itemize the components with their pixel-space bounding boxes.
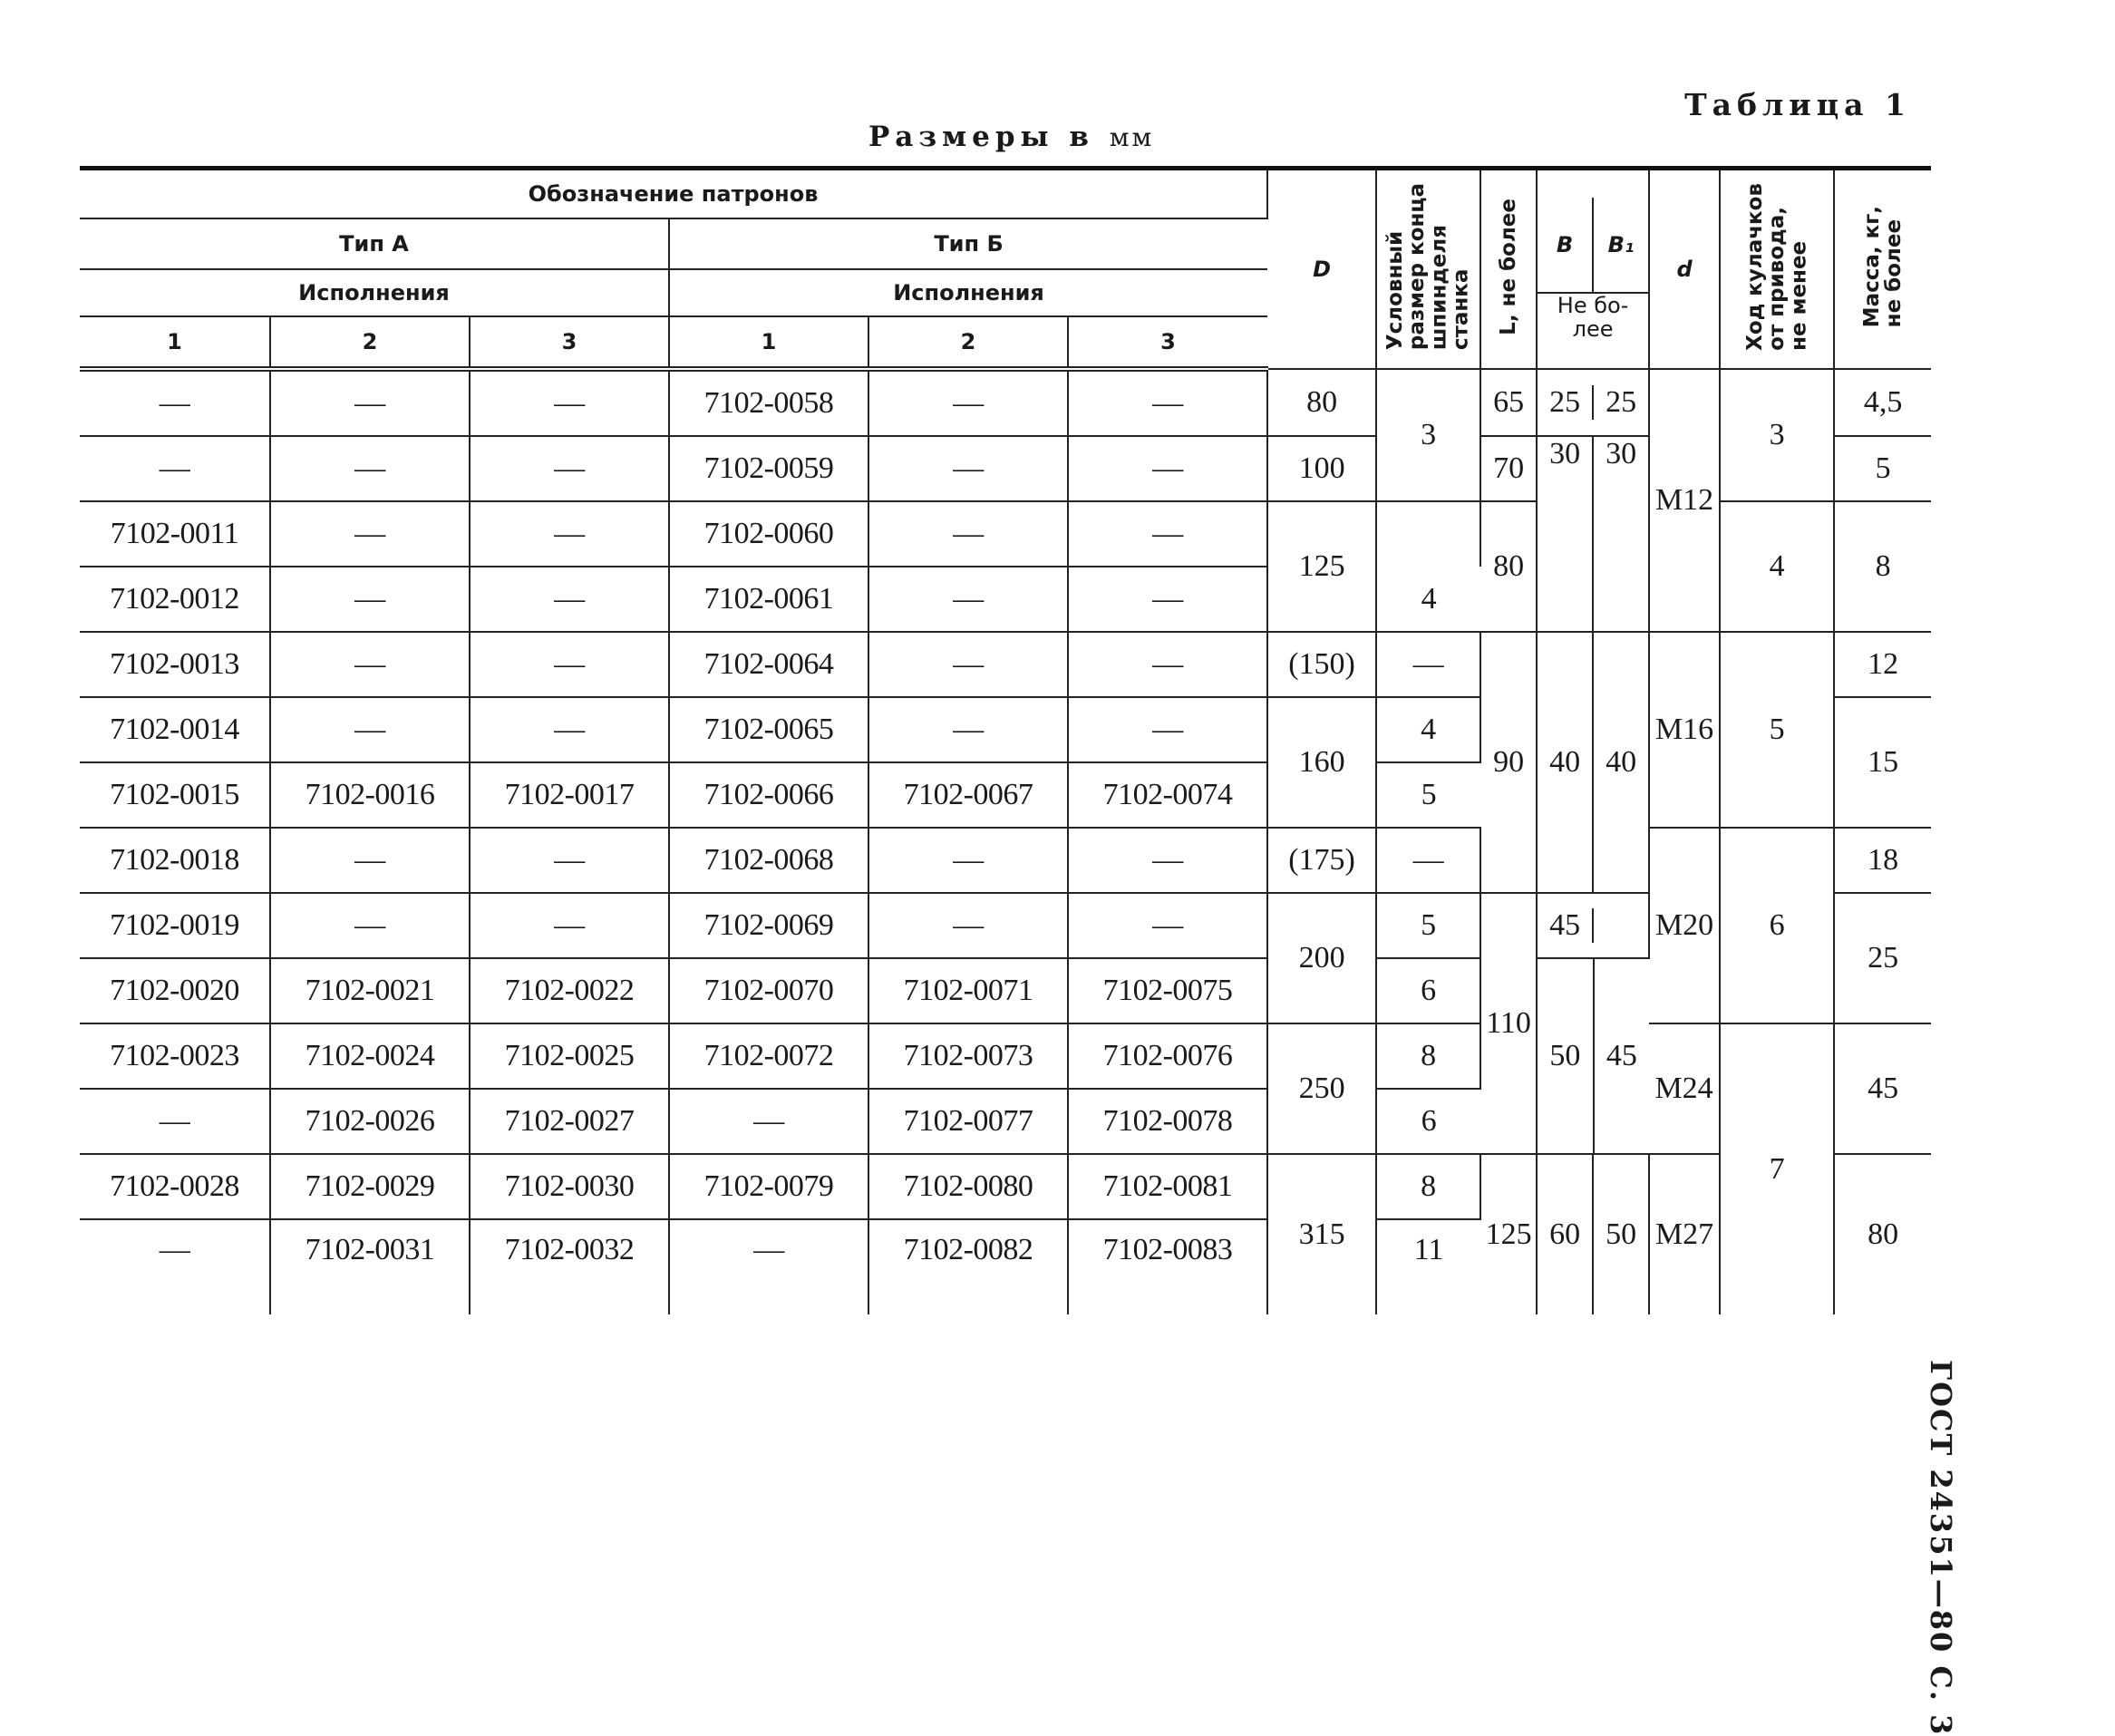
- cell-b2: —: [868, 567, 1068, 632]
- cell-a2: —: [270, 828, 470, 893]
- b-version-2: 2: [868, 316, 1068, 369]
- cell-b3: —: [1068, 632, 1267, 697]
- cell-travel: 4: [1720, 501, 1834, 632]
- gost-label: ГОСТ 24351—80 С. 3: [1924, 1360, 1958, 1736]
- cell-b1: 7102-0064: [669, 632, 868, 697]
- cell-b3: —: [1068, 501, 1267, 567]
- cell-B1-val: 40: [1606, 745, 1637, 779]
- cell-b2: —: [868, 369, 1068, 436]
- cell-b1: 7102-0072: [669, 1023, 868, 1089]
- cell-mass: 25: [1834, 893, 1931, 1023]
- cell-travel: 3: [1720, 369, 1834, 501]
- cell-a2: —: [270, 893, 470, 958]
- cell-a3: 7102-0017: [470, 762, 669, 828]
- cell-a2: 7102-0021: [270, 958, 470, 1023]
- cell-B-val: 30: [1538, 437, 1594, 631]
- cell-D: 125: [1267, 501, 1376, 632]
- cell-travel: 7: [1720, 1023, 1834, 1314]
- col-travel-header: Ход кулачков от привода, не менее: [1720, 169, 1834, 370]
- cell-b3: 7102-0075: [1068, 958, 1267, 1023]
- cell-D: 250: [1267, 1023, 1376, 1154]
- units: мм: [1109, 122, 1155, 152]
- cell-a3: —: [470, 501, 669, 567]
- cell-a3: —: [470, 369, 669, 436]
- cell-B-val: 60: [1538, 1155, 1594, 1314]
- cell-a1: 7102-0011: [80, 501, 270, 567]
- cell-mass: 18: [1834, 828, 1931, 893]
- cell-b1: 7102-0079: [669, 1154, 868, 1219]
- cell-spindle: —: [1376, 828, 1480, 893]
- cell-D: 80: [1267, 369, 1376, 436]
- table-row: [80, 1154, 1931, 1219]
- cell-b1: —: [669, 1219, 868, 1314]
- cell-d: M16: [1649, 632, 1720, 828]
- cell-b3: —: [1068, 828, 1267, 893]
- cell-b2: —: [868, 632, 1068, 697]
- cell-B1-val: 45: [1606, 1039, 1637, 1072]
- type-a-header: Тип А: [80, 218, 669, 269]
- cell-b1: 7102-0061: [669, 567, 868, 632]
- b-version-3: 3: [1068, 316, 1267, 369]
- cell-spindle: —: [1376, 632, 1480, 697]
- cell-B: [1537, 632, 1649, 893]
- cell-a2: 7102-0029: [270, 1154, 470, 1219]
- col-d-header: d: [1649, 169, 1720, 370]
- cell-a3: 7102-0025: [470, 1023, 669, 1089]
- cell-D: 200: [1267, 893, 1376, 1023]
- cell-b3: 7102-0074: [1068, 762, 1267, 828]
- cell-b1: 7102-0069: [669, 893, 868, 958]
- b-version-1: 1: [669, 316, 868, 369]
- cell-d: M20: [1649, 828, 1720, 1023]
- cell-spindle: 8: [1376, 1023, 1480, 1089]
- cell-a1: —: [80, 436, 270, 501]
- units-caption: [868, 121, 1154, 153]
- col-B-header: [1537, 169, 1649, 370]
- cell-b3: 7102-0081: [1068, 1154, 1267, 1219]
- cell-mass: 80: [1868, 1217, 1899, 1251]
- type-b-versions: Исполнения: [669, 269, 1267, 316]
- cell-spindle: 6: [1376, 958, 1480, 1023]
- cell-b1: 7102-0070: [669, 958, 868, 1023]
- type-b-header: Тип Б: [669, 218, 1267, 269]
- cell-b1: —: [669, 1089, 868, 1154]
- cell-L: 80: [1480, 501, 1537, 632]
- cell-b2: 7102-0067: [868, 762, 1068, 828]
- cell-B-val: 50: [1538, 959, 1595, 1153]
- cell-a3: —: [470, 436, 669, 501]
- cell-b3: —: [1068, 436, 1267, 501]
- cell-a3: —: [470, 632, 669, 697]
- cell-spindle: 5: [1376, 893, 1480, 958]
- cell-spindle: 3: [1376, 369, 1480, 501]
- cell-d: M27: [1649, 1154, 1720, 1314]
- cell-b2: —: [868, 501, 1068, 567]
- cell-L: 125: [1480, 1154, 1537, 1314]
- cell-a3: 7102-0030: [470, 1154, 669, 1219]
- cell-b1: 7102-0068: [669, 828, 868, 893]
- cell-a1: 7102-0012: [80, 567, 270, 632]
- cell-a1: 7102-0013: [80, 632, 270, 697]
- cell-spindle: 11: [1413, 1233, 1444, 1266]
- cell-spindle: 4: [1376, 567, 1480, 632]
- cell-a3: 7102-0022: [470, 958, 669, 1023]
- cell-a2: —: [270, 369, 470, 436]
- cell-B: [1537, 1154, 1649, 1314]
- cell-B-val: 25: [1538, 385, 1594, 420]
- cell-spindle: 4: [1376, 697, 1480, 762]
- cell-a3: —: [470, 697, 669, 762]
- cell-L: 90: [1480, 632, 1537, 893]
- cell-a3: —: [470, 567, 669, 632]
- cell-a1: 7102-0014: [80, 697, 270, 762]
- cell-b3: 7102-0083: [1068, 1219, 1267, 1314]
- cell-D: (150): [1267, 632, 1376, 697]
- cell-a2: 7102-0031: [270, 1219, 470, 1314]
- cell-a2: 7102-0024: [270, 1023, 470, 1089]
- table-label: Таблица 1: [1684, 87, 1911, 122]
- cell-D: 100: [1267, 436, 1376, 501]
- cell-b3: —: [1068, 369, 1267, 436]
- cell-mass: 5: [1834, 436, 1931, 501]
- cell-b3: —: [1068, 567, 1267, 632]
- cell-a3: —: [470, 893, 669, 958]
- cell-b1: 7102-0059: [669, 436, 868, 501]
- col-spindle-header: Условный размер конца шпинделя станка: [1376, 169, 1480, 370]
- a-version-1: 1: [80, 316, 270, 369]
- cell-a1: 7102-0028: [80, 1154, 270, 1219]
- cell-b1: 7102-0066: [669, 762, 868, 828]
- cell-a1: —: [80, 1219, 270, 1314]
- table-row: [80, 828, 1931, 893]
- cell-B: [1537, 893, 1649, 958]
- cell-B-val: 45: [1538, 908, 1594, 943]
- cell-b2: 7102-0073: [868, 1023, 1068, 1089]
- cell-d: M24: [1649, 1023, 1720, 1154]
- col-B1-label: B₁: [1607, 231, 1635, 257]
- designation-header: Обозначение патронов: [80, 169, 1267, 219]
- cell-a1: 7102-0020: [80, 958, 270, 1023]
- cell-D: 315: [1267, 1154, 1376, 1314]
- col-L-header: L, не более: [1480, 169, 1537, 370]
- a-version-3: 3: [470, 316, 669, 369]
- table-row: [80, 1023, 1931, 1089]
- cell-B1-val: 50: [1606, 1217, 1637, 1251]
- cell-b3: 7102-0078: [1068, 1089, 1267, 1154]
- col-mass-header: Масса, кг, не более: [1834, 169, 1931, 370]
- cell-a3: 7102-0032: [470, 1219, 669, 1314]
- a-version-2: 2: [270, 316, 470, 369]
- cell-B: [1537, 369, 1649, 436]
- cell-b2: 7102-0071: [868, 958, 1068, 1023]
- cell-a2: 7102-0026: [270, 1089, 470, 1154]
- cell-a2: —: [270, 501, 470, 567]
- cell-a3: —: [470, 828, 669, 893]
- cell-b3: —: [1068, 697, 1267, 762]
- col-D-header: D: [1267, 169, 1376, 370]
- cell-a2: —: [270, 567, 470, 632]
- dimensions-table: [80, 166, 1931, 1314]
- cell-L: 70: [1480, 436, 1537, 501]
- cell-mass: 12: [1834, 632, 1931, 697]
- cell-B: [1537, 436, 1649, 632]
- cell-L: 110: [1480, 893, 1537, 1154]
- cell-a2: —: [270, 697, 470, 762]
- cell-a2: —: [270, 436, 470, 501]
- cell-B: [1537, 958, 1649, 1154]
- cell-spindle: 6: [1376, 1089, 1480, 1154]
- cell-mass: 45: [1834, 1023, 1931, 1154]
- cell-b1: 7102-0058: [669, 369, 868, 436]
- cell-mass: 8: [1834, 501, 1931, 632]
- cell-spindle: [1376, 501, 1480, 567]
- cell-a2: —: [270, 632, 470, 697]
- cell-a1: 7102-0018: [80, 828, 270, 893]
- units-prefix: Размеры в: [868, 121, 1094, 153]
- cell-D: 160: [1267, 697, 1376, 828]
- cell-b3: —: [1068, 893, 1267, 958]
- table-row: [80, 632, 1931, 697]
- cell-b2: 7102-0077: [868, 1089, 1068, 1154]
- cell-B-val: 40: [1538, 633, 1594, 892]
- cell-D: (175): [1267, 828, 1376, 893]
- cell-b2: —: [868, 697, 1068, 762]
- cell-mass: 4,5: [1834, 369, 1931, 436]
- cell-a1: 7102-0019: [80, 893, 270, 958]
- cell-b1: 7102-0065: [669, 697, 868, 762]
- cell-d: M12: [1649, 369, 1720, 632]
- cell-L: 65: [1480, 369, 1537, 436]
- table-row: [80, 369, 1931, 436]
- cell-a2: 7102-0016: [270, 762, 470, 828]
- cell-b2: —: [868, 828, 1068, 893]
- cell-b1: 7102-0060: [669, 501, 868, 567]
- col-B-label: B: [1538, 198, 1594, 292]
- cell-b2: —: [868, 436, 1068, 501]
- cell-spindle: 8: [1376, 1154, 1480, 1219]
- cell-B1-val: 30: [1606, 437, 1637, 470]
- cell-B1-val: [1594, 908, 1648, 943]
- cell-a1: —: [80, 1089, 270, 1154]
- cell-a3: 7102-0027: [470, 1089, 669, 1154]
- cell-b3: 7102-0076: [1068, 1023, 1267, 1089]
- cell-travel: 5: [1720, 632, 1834, 828]
- col-B-note: Не бо- лее: [1557, 292, 1629, 342]
- cell-travel: 6: [1720, 828, 1834, 1023]
- cell-mass: 15: [1834, 697, 1931, 828]
- cell-spindle: 5: [1376, 762, 1480, 828]
- cell-b2: 7102-0082: [868, 1219, 1068, 1314]
- cell-a1: 7102-0015: [80, 762, 270, 828]
- type-a-versions: Исполнения: [80, 269, 669, 316]
- cell-a1: —: [80, 369, 270, 436]
- cell-a1: 7102-0023: [80, 1023, 270, 1089]
- cell-b2: 7102-0080: [868, 1154, 1068, 1219]
- cell-B1-val: 25: [1606, 385, 1637, 419]
- cell-b2: —: [868, 893, 1068, 958]
